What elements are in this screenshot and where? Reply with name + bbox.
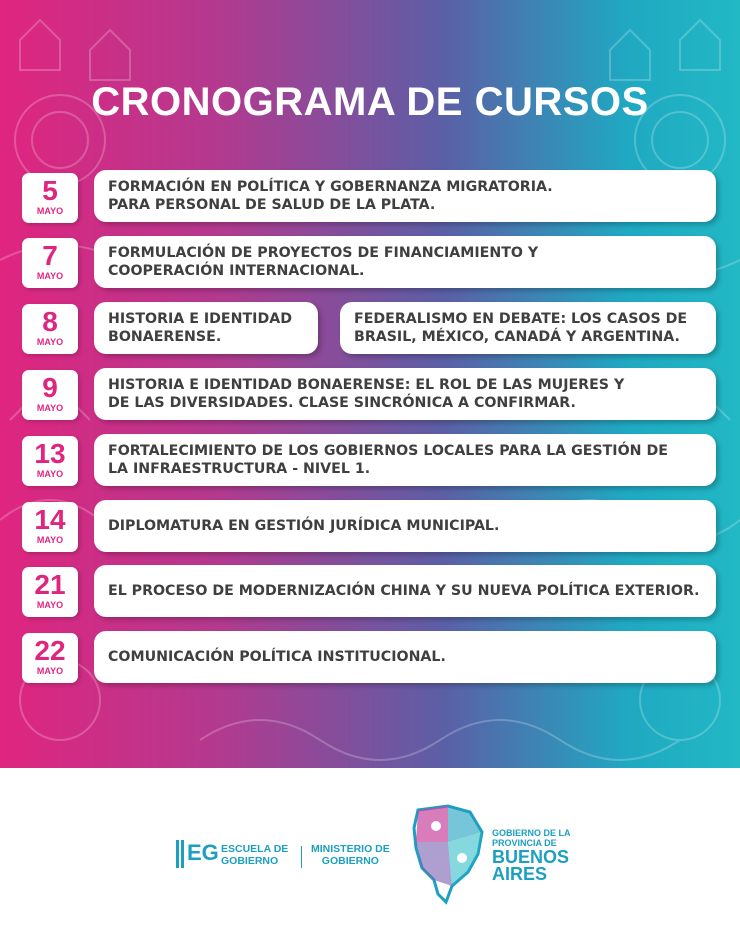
gobierno-small-text: [492, 828, 571, 848]
date-badge: [22, 502, 78, 552]
date-month: MAYO: [36, 535, 64, 545]
ministerio-logo-text: [311, 843, 390, 867]
gobierno-big-text: [492, 849, 569, 883]
date-badge: [22, 370, 78, 420]
course-title: HISTORIA E IDENTIDAD BONAERENSE: EL ROL DE LAS MUJERES Y DE LAS DIVERSIDADES. CLASE SINCRÓNICA A CONFIRMAR.: [108, 377, 625, 411]
course-card: [94, 434, 716, 486]
course-card: [94, 500, 716, 552]
date-month: MAYO: [36, 206, 64, 216]
gobierno-line3: BUENOS: [492, 847, 570, 867]
date-month: MAYO: [36, 469, 64, 479]
footer: [0, 768, 740, 940]
course-title: FORMULACIÓN DE PROYECTOS DE FINANCIAMIENTO Y COOPERACIÓN INTERNACIONAL.: [108, 245, 539, 279]
course-card: [94, 170, 716, 222]
date-day: 8: [42, 306, 58, 337]
ministerio-line1: MINISTERIO DE: [311, 843, 390, 855]
logo-divider: [301, 846, 302, 868]
date-badge: [22, 304, 78, 354]
date-badge: [22, 436, 78, 486]
course-title: FORMACIÓN EN POLÍTICA Y GOBERNANZA MIGRATORIA. PARA PERSONAL DE SALUD DE LA PLATA.: [108, 179, 553, 213]
course-title: COMUNICACIÓN POLÍTICA INSTITUCIONAL.: [108, 649, 446, 665]
course-card: [94, 368, 716, 420]
date-badge: [22, 567, 78, 617]
course-title: FEDERALISMO EN DEBATE: LOS CASOS DE BRASIL, MÉXICO, CANADÁ Y ARGENTINA.: [354, 311, 688, 345]
escuela-line1: ESCUELA DE: [221, 843, 289, 855]
escuela-line2: GOBIERNO: [221, 855, 279, 867]
ministerio-line2: GOBIERNO: [321, 855, 379, 867]
date-day: 7: [42, 240, 58, 271]
page-title: CRONOGRAMA DE CURSOS: [91, 80, 649, 124]
course-card: [94, 302, 318, 354]
course-card: [94, 565, 716, 617]
date-day: 5: [42, 175, 58, 206]
course-title: DIPLOMATURA EN GESTIÓN JURÍDICA MUNICIPAL.: [108, 518, 500, 534]
date-month: MAYO: [36, 337, 64, 347]
escuela-logo-text: [221, 843, 288, 867]
course-title: FORTALECIMIENTO DE LOS GOBIERNOS LOCALES PARA LA GESTIÓN DE LA INFRAESTRUCTURA - NIVEL 1.: [108, 443, 668, 477]
gobierno-line4: AIRES: [492, 864, 548, 884]
date-day: 9: [42, 372, 58, 403]
course-card: [94, 236, 716, 288]
date-day: 13: [34, 438, 66, 469]
date-month: MAYO: [36, 600, 64, 610]
date-day: 14: [34, 504, 66, 535]
gobierno-line2: PROVINCIA DE: [492, 838, 557, 848]
date-badge: [22, 173, 78, 223]
date-day: 21: [34, 569, 66, 600]
course-title: EL PROCESO DE MODERNIZACIÓN CHINA Y SU NUEVA POLÍTICA EXTERIOR.: [108, 583, 700, 599]
course-card: [340, 302, 716, 354]
course-title: HISTORIA E IDENTIDAD BONAERENSE.: [108, 311, 292, 345]
date-month: MAYO: [36, 666, 64, 676]
date-badge: [22, 633, 78, 683]
course-card: [94, 631, 716, 683]
date-month: MAYO: [36, 403, 64, 413]
date-month: MAYO: [36, 271, 64, 281]
gobierno-line1: GOBIERNO DE LA: [492, 828, 571, 838]
date-day: 22: [34, 635, 66, 666]
escuela-logo-mark: EG: [187, 840, 219, 865]
buenos-aires-map-icon: [408, 802, 486, 906]
date-badge: [22, 238, 78, 288]
